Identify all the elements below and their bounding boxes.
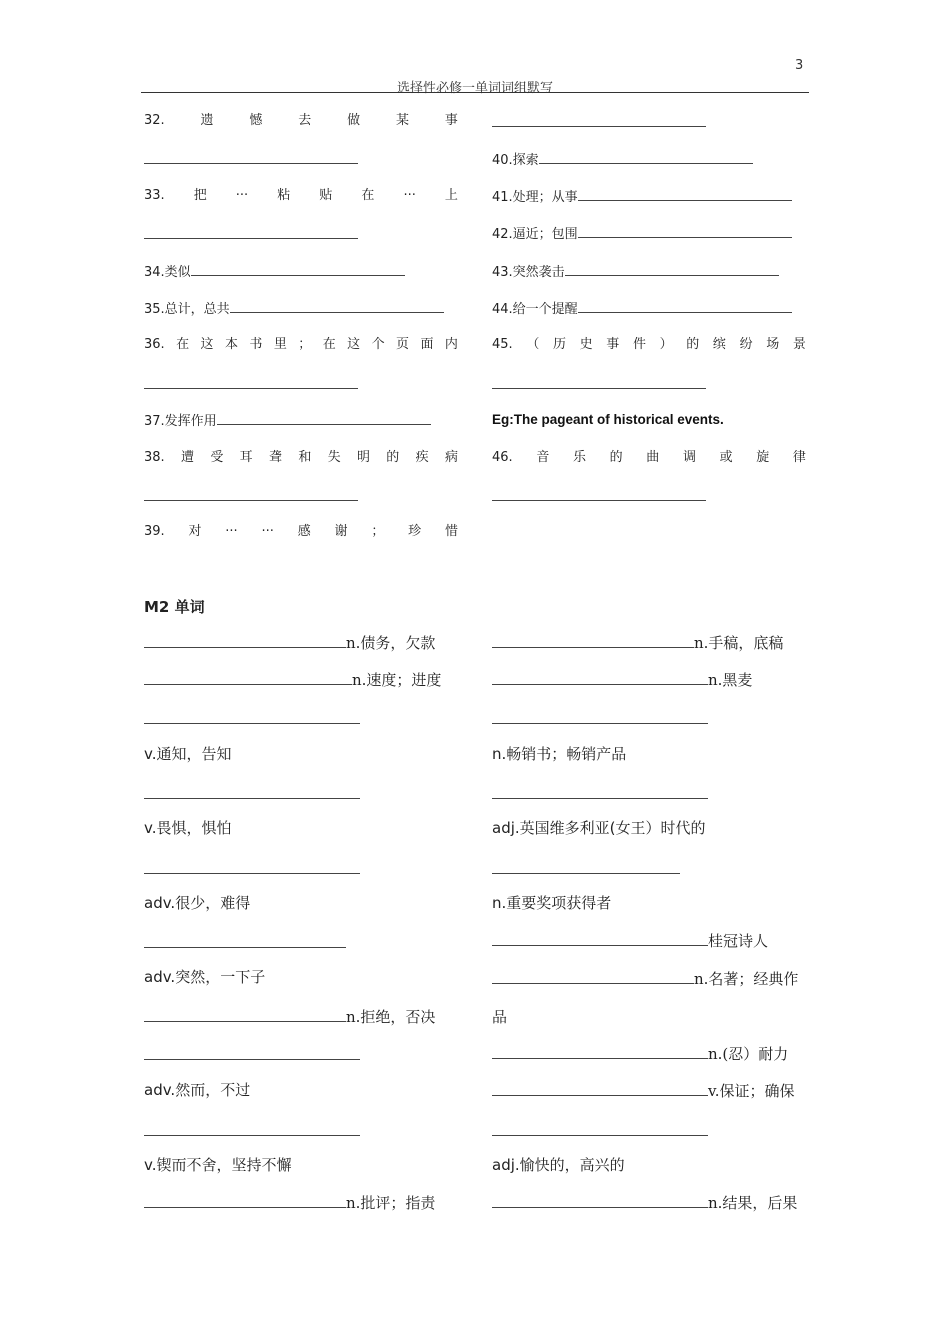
vocab-definition: n.畅销书；畅销产品 — [492, 745, 627, 763]
answer-blank[interactable] — [492, 970, 694, 984]
phrase-38 — [144, 449, 458, 467]
answer-blank[interactable] — [144, 723, 360, 724]
phrase-44 — [492, 299, 792, 319]
phrase-char: 这 — [200, 337, 214, 352]
vocab-definition: n.手稿，底稿 — [694, 634, 784, 652]
phrase-label: 40.探索 — [492, 153, 539, 168]
vocab-definition: adj.愉快的，高兴的 — [492, 1156, 625, 1174]
vocab-definition: adv.突然，一下子 — [144, 968, 266, 986]
phrase-char: 件 — [632, 337, 646, 352]
phrase-char: 的 — [686, 337, 700, 352]
vocab-item — [492, 670, 752, 690]
phrase-label: 44.给一个提醒 — [492, 302, 578, 317]
vocab-definition: n.债务，欠款 — [346, 634, 436, 652]
phrase-label: 34.类似 — [144, 265, 191, 280]
phrase-char: 贴 — [319, 188, 333, 203]
phrase-char: 的 — [609, 450, 623, 465]
section-title: M2 单词 — [144, 598, 205, 616]
vocab-item — [144, 670, 441, 690]
vocab-item — [492, 969, 798, 989]
phrase-char: 明 — [356, 450, 370, 465]
answer-blank[interactable] — [144, 500, 358, 501]
phrase-char: （ — [526, 337, 540, 352]
phrase-label: 35.总计，总共 — [144, 302, 230, 317]
phrase-char: 在 — [361, 188, 375, 203]
phrase-char: 把 — [193, 188, 207, 203]
answer-blank[interactable] — [492, 873, 680, 874]
answer-blank[interactable] — [578, 299, 792, 313]
phrase-char: 粘 — [277, 188, 291, 203]
vocab-definition: 桂冠诗人 — [708, 932, 769, 950]
phrase-char: 做 — [347, 113, 361, 128]
answer-blank[interactable] — [144, 1135, 360, 1136]
phrase-char: 32. — [144, 113, 165, 128]
answer-blank[interactable] — [492, 798, 708, 799]
phrase-char: 史 — [579, 337, 593, 352]
phrase-char: 感 — [297, 524, 311, 539]
vocab-definition: v.保证；确保 — [708, 1082, 795, 1100]
vocab-item — [144, 1193, 435, 1213]
phrase-char: 33. — [144, 188, 165, 203]
phrase-char: 惜 — [444, 524, 458, 539]
phrase-37 — [144, 411, 431, 431]
phrase-char: 在 — [322, 337, 336, 352]
phrase-char: 事 — [444, 113, 458, 128]
answer-blank[interactable] — [492, 388, 706, 389]
phrase-char: ··· — [235, 188, 249, 203]
phrase-char: 这 — [347, 337, 361, 352]
phrase-char: 39. — [144, 524, 165, 539]
phrase-char: 受 — [210, 450, 224, 465]
vocab-definition: adv.很少，难得 — [144, 894, 251, 912]
phrase-char: 失 — [327, 450, 341, 465]
vocab-definition: n.拒绝，否决 — [346, 1008, 436, 1026]
phrase-char: 珍 — [408, 524, 422, 539]
vocab-item — [144, 1007, 435, 1027]
phrase-char: 耳 — [239, 450, 253, 465]
phrase-char: 景 — [792, 337, 806, 352]
phrase-char: 的 — [386, 450, 400, 465]
vocab-definition: n.速度；进度 — [352, 671, 442, 689]
answer-blank[interactable] — [492, 1045, 708, 1059]
phrase-char: 36. — [144, 337, 165, 352]
phrase-char: 页 — [396, 337, 410, 352]
answer-blank[interactable] — [565, 262, 779, 276]
phrase-char: 遭 — [181, 450, 195, 465]
phrase-char: ··· — [261, 524, 274, 539]
phrase-char: 憾 — [249, 113, 263, 128]
answer-blank[interactable] — [492, 671, 708, 685]
example-sentence: Eg:The pageant of historical events. — [492, 412, 724, 427]
vocab-definition: v.锲而不舍，坚持不懈 — [144, 1156, 292, 1174]
phrase-char: ） — [659, 337, 673, 352]
phrase-char: 谢 — [334, 524, 348, 539]
vocab-item — [144, 633, 435, 653]
phrase-36 — [144, 336, 458, 354]
vocab-definition: n.重要奖项获得者 — [492, 894, 612, 912]
phrase-char: 和 — [298, 450, 312, 465]
vocab-item — [492, 1193, 797, 1213]
answer-blank[interactable] — [144, 1194, 346, 1208]
vocab-definition: v.畏惧，惧怕 — [144, 819, 232, 837]
answer-blank[interactable] — [578, 187, 792, 201]
vocab-definition: adv.然而，不过 — [144, 1081, 251, 1099]
vocab-item — [492, 931, 768, 951]
phrase-32 — [144, 112, 458, 130]
phrase-char: ··· — [403, 188, 416, 203]
answer-blank[interactable] — [144, 1008, 346, 1022]
phrase-char: 旋 — [756, 450, 770, 465]
phrase-char: 面 — [420, 337, 434, 352]
phrase-45 — [492, 336, 806, 354]
phrase-33 — [144, 187, 458, 205]
vocab-definition: n.批评；指责 — [346, 1194, 436, 1212]
phrase-label: 41.处理；从事 — [492, 190, 578, 205]
vocab-definition: n.(忍）耐力 — [708, 1045, 789, 1063]
vocab-item — [492, 1081, 794, 1101]
phrase-char: 46. — [492, 450, 513, 465]
answer-blank[interactable] — [492, 126, 706, 127]
phrase-char: 个 — [371, 337, 385, 352]
phrase-46 — [492, 449, 806, 467]
header-rule — [141, 92, 809, 93]
phrase-43 — [492, 262, 779, 282]
phrase-label: 42.逼近；包围 — [492, 227, 578, 242]
phrase-42 — [492, 224, 792, 244]
phrase-char: 音 — [536, 450, 550, 465]
answer-blank[interactable] — [492, 634, 694, 648]
answer-blank[interactable] — [230, 299, 444, 313]
phrase-char: 事 — [606, 337, 620, 352]
answer-blank[interactable] — [539, 150, 753, 164]
vocab-definition: n.名著；经典作 — [694, 970, 799, 988]
phrase-char: 里 — [273, 337, 287, 352]
answer-blank[interactable] — [144, 238, 358, 239]
phrase-char: 对 — [188, 524, 202, 539]
answer-blank[interactable] — [144, 388, 358, 389]
phrase-char: 曲 — [646, 450, 660, 465]
answer-blank[interactable] — [492, 1082, 708, 1096]
answer-blank[interactable] — [492, 723, 708, 724]
answer-blank[interactable] — [144, 947, 346, 948]
phrase-char: 调 — [682, 450, 696, 465]
phrase-label: 37.发挥作用 — [144, 414, 217, 429]
vocab-definition: adj.英国维多利亚(女王）时代的 — [492, 819, 706, 837]
phrase-char: 历 — [552, 337, 566, 352]
phrase-char: ··· — [225, 524, 238, 539]
phrase-char: 本 — [224, 337, 238, 352]
answer-blank[interactable] — [492, 932, 708, 946]
phrase-char: 场 — [766, 337, 780, 352]
vocab-definition: v.通知，告知 — [144, 745, 232, 763]
phrase-39 — [144, 523, 458, 541]
answer-blank[interactable] — [144, 634, 346, 648]
answer-blank[interactable] — [144, 163, 358, 164]
phrase-char: 内 — [444, 337, 458, 352]
phrase-char: ； — [371, 524, 385, 539]
phrase-41 — [492, 187, 792, 207]
phrase-char: 乐 — [572, 450, 586, 465]
phrase-char: ； — [298, 337, 312, 352]
phrase-char: 聋 — [268, 450, 282, 465]
answer-blank[interactable] — [492, 1135, 708, 1136]
answer-blank[interactable] — [492, 500, 706, 501]
header-title: 选择性必修一单词词组默写 — [396, 81, 553, 96]
answer-blank[interactable] — [144, 873, 360, 874]
phrase-char: 38. — [144, 450, 165, 465]
phrase-char: 或 — [719, 450, 733, 465]
vocab-definition-continued: 品 — [492, 1008, 508, 1026]
answer-blank[interactable] — [191, 262, 405, 276]
phrase-char: 纷 — [739, 337, 753, 352]
phrase-char: 书 — [249, 337, 263, 352]
page-number: 3 — [795, 58, 804, 73]
answer-blank[interactable] — [144, 798, 360, 799]
answer-blank[interactable] — [578, 224, 792, 238]
answer-blank[interactable] — [217, 411, 431, 425]
vocab-definition: n.黑麦 — [708, 671, 753, 689]
phrase-char: 去 — [298, 113, 312, 128]
phrase-35 — [144, 299, 444, 319]
phrase-char: 某 — [396, 113, 410, 128]
phrase-char: 缤 — [712, 337, 726, 352]
vocab-item — [492, 633, 783, 653]
vocab-definition: n.结果，后果 — [708, 1194, 798, 1212]
answer-blank[interactable] — [492, 1194, 708, 1208]
vocab-item — [492, 1044, 788, 1064]
phrase-char: 上 — [444, 188, 458, 203]
phrase-char: 律 — [792, 450, 806, 465]
answer-blank[interactable] — [144, 1059, 360, 1060]
phrase-34 — [144, 262, 405, 282]
phrase-char: 疾 — [415, 450, 429, 465]
phrase-char: 在 — [176, 337, 190, 352]
phrase-label: 43.突然袭击 — [492, 265, 565, 280]
answer-blank[interactable] — [144, 671, 352, 685]
phrase-char: 病 — [444, 450, 458, 465]
phrase-40 — [492, 150, 753, 170]
phrase-char: 遗 — [200, 113, 214, 128]
phrase-char: 45. — [492, 337, 513, 352]
